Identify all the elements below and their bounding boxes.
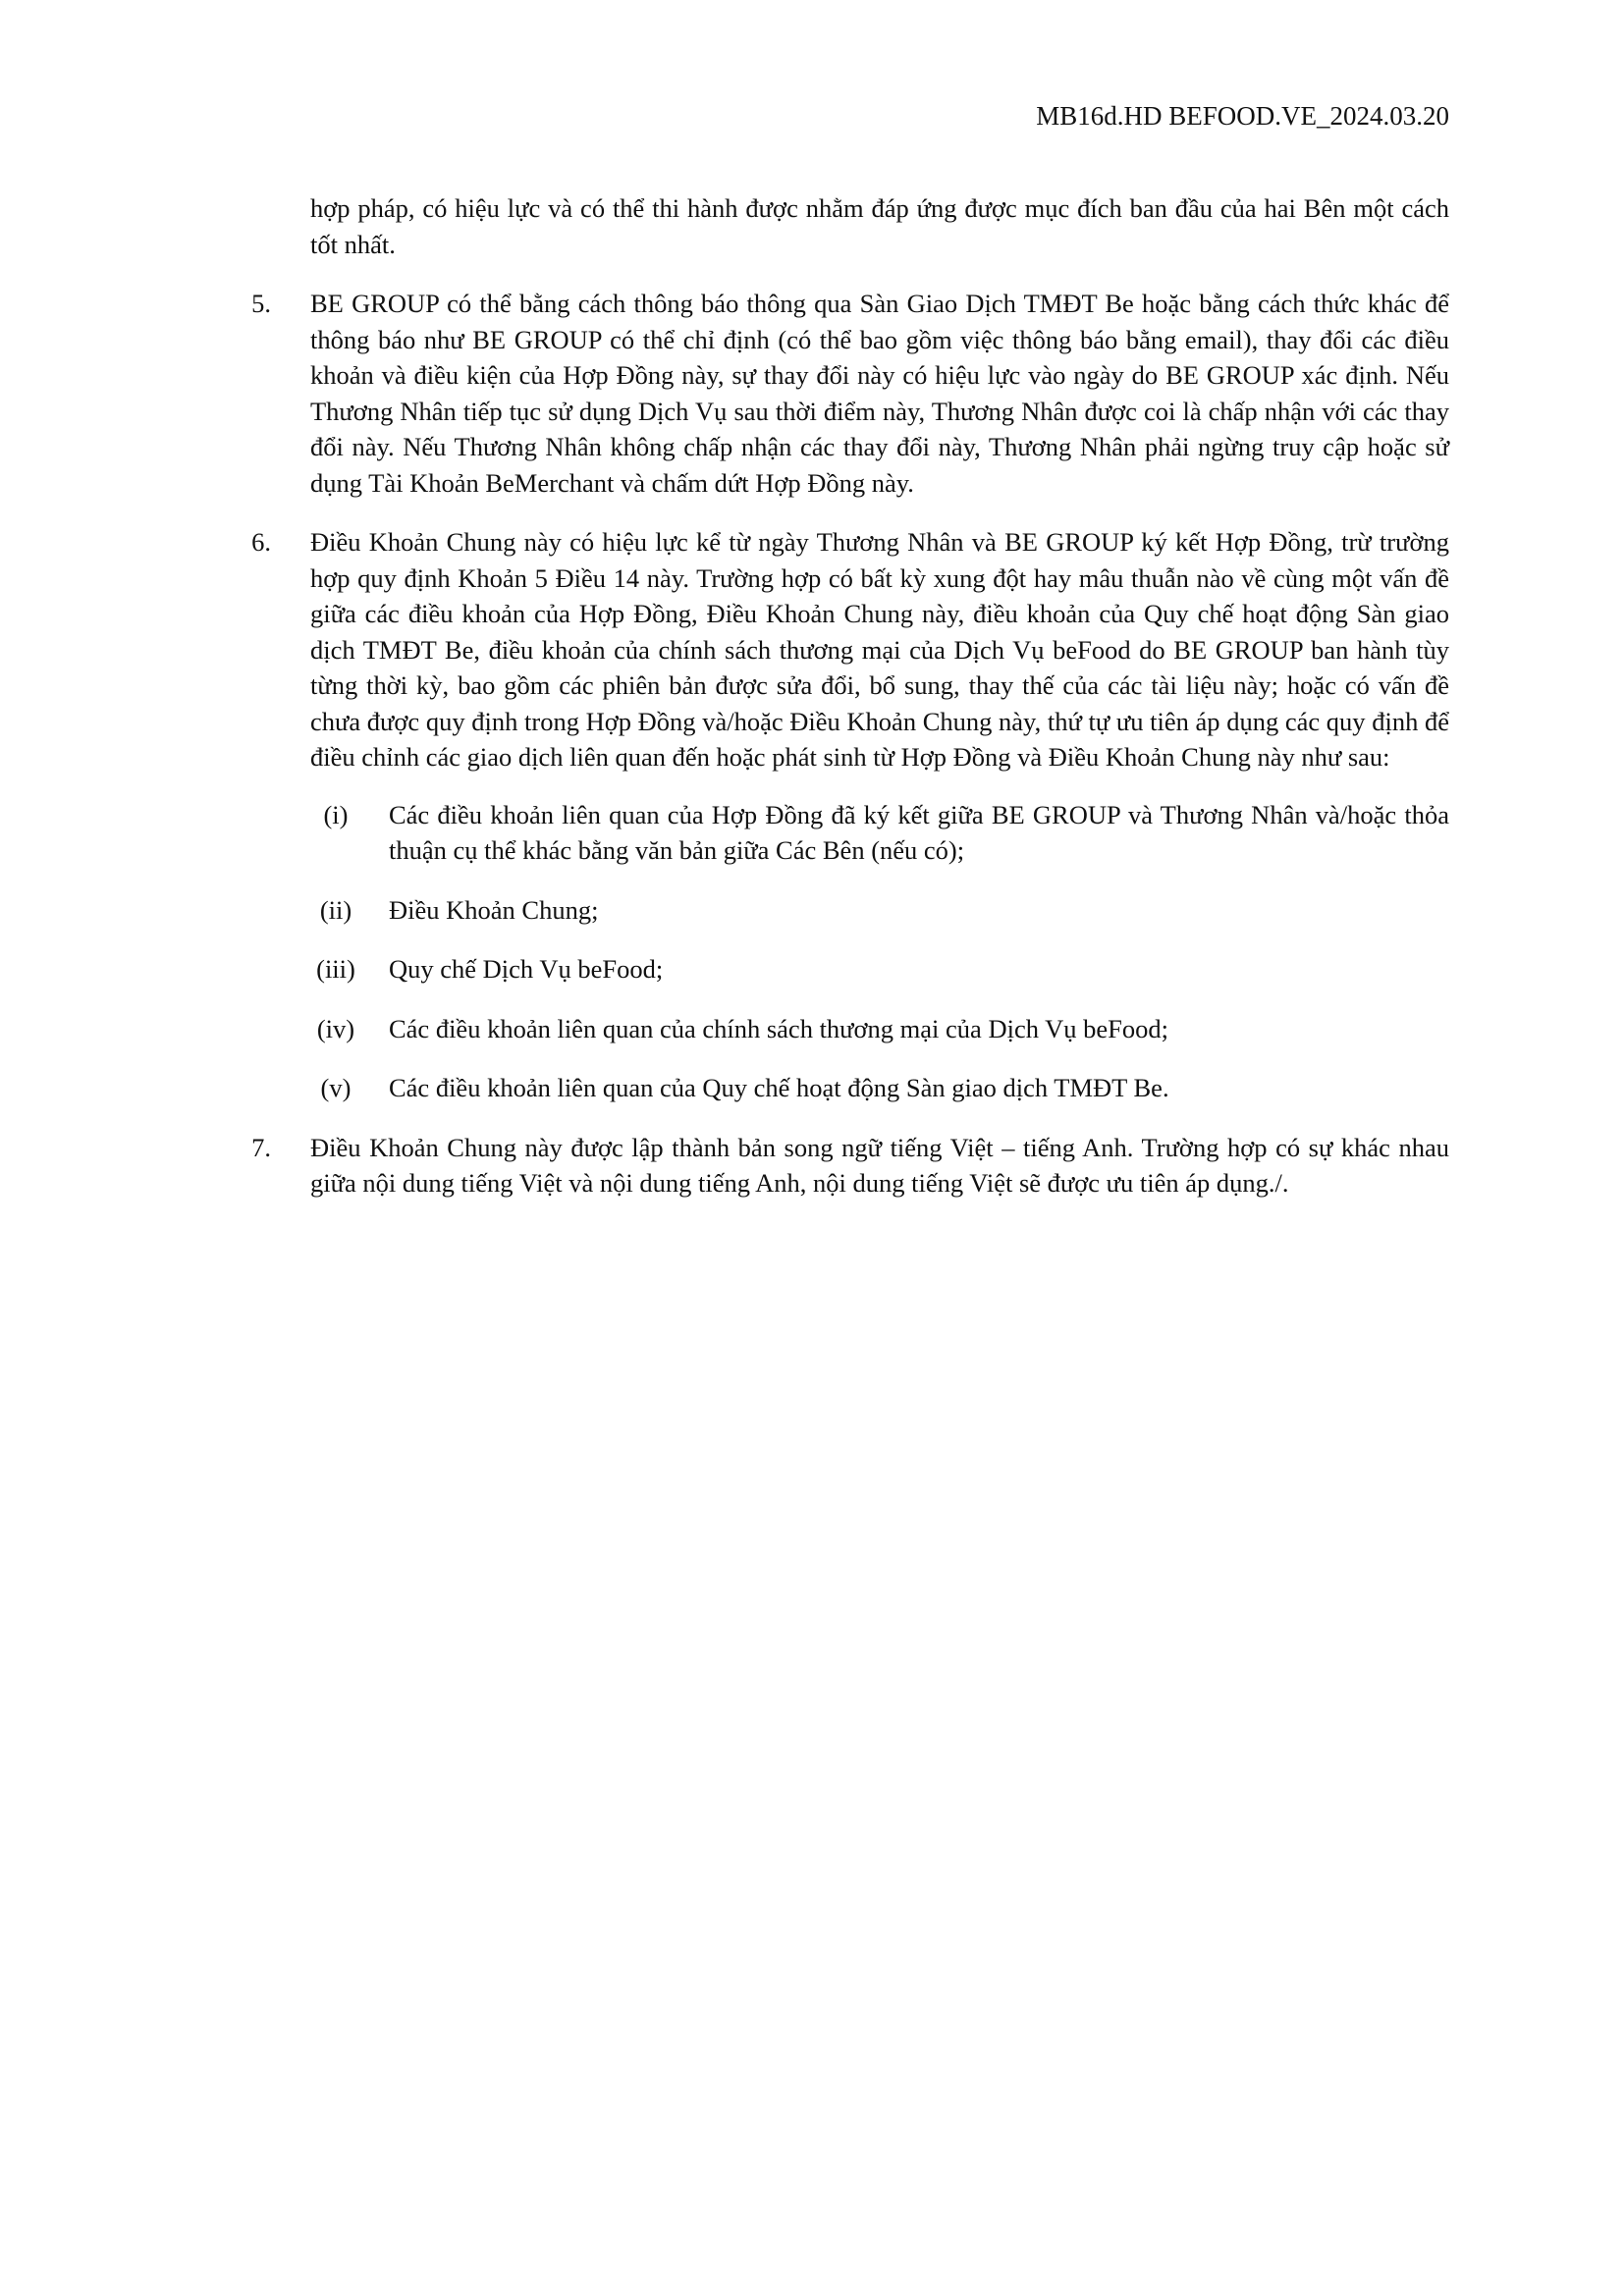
priority-text: Các điều khoản liên quan của Hợp Đồng đã ký kết giữa BE GROUP và Thương Nhân và/hoặc thỏa thuận cụ thể khác bằng văn bản giữa Các Bên (nếu có); <box>389 799 1449 865</box>
priority-item-i <box>323 797 1449 869</box>
priority-number: (ii) <box>319 894 352 925</box>
priority-text: Các điều khoản liên quan của chính sách thương mại của Dịch Vụ beFood; <box>389 1013 1168 1043</box>
priority-item-iii <box>316 951 1449 988</box>
priority-number: (iii) <box>316 954 355 984</box>
priority-list <box>310 797 1449 1106</box>
priority-number: (iv) <box>316 1013 355 1043</box>
priority-item-v <box>320 1070 1449 1106</box>
document-body <box>251 190 1449 1201</box>
priority-item-iv <box>316 1011 1449 1047</box>
priority-text: Quy chế Dịch Vụ beFood; <box>389 954 664 984</box>
document-code: MB16d.HD BEFOOD.VE_2024.03.20 <box>1036 101 1449 131</box>
clause-text: Điều Khoản Chung này được lập thành bản song ngữ tiếng Việt – tiếng Anh. Trường hợp có sự khác nhau giữa nội dung tiếng Việt và nội dung tiếng Anh, nội dung tiếng Việt sẽ được ưu tiên áp dụng./. <box>310 1132 1449 1198</box>
clause-item-6 <box>251 524 1449 1106</box>
clause-item-7 <box>251 1130 1449 1201</box>
clause-text: Điều Khoản Chung này có hiệu lực kể từ ngày Thương Nhân và BE GROUP ký kết Hợp Đồng, trừ trường hợp quy định Khoản 5 Điều 14 này. Trường hợp có bất kỳ xung đột hay mâu thuẫn nào về cùng một vấn đề giữa các điều khoản của Hợp Đồng, Điều Khoản Chung này, điều khoản của Quy chế hoạt động Sàn giao dịch TMĐT Be, điều khoản của chính sách thương mại của Dịch Vụ beFood do BE GROUP ban hành tùy từng thời kỳ, bao gồm các phiên bản được sửa đổi, bổ sung, thay thế của các tài liệu này; hoặc có vấn đề chưa được quy định trong Hợp Đồng và/hoặc Điều Khoản Chung này, thứ tự ưu tiên áp dụng các quy định để điều chỉnh các giao dịch liên quan đến hoặc phát sinh từ Hợp Đồng và Điều Khoản Chung này như sau: <box>310 527 1449 772</box>
clause-text: BE GROUP có thể bằng cách thông báo thông qua Sàn Giao Dịch TMĐT Be hoặc bằng cách thức khác để thông báo như BE GROUP có thể chỉ định (có thể bao gồm việc thông báo bằng email), thay đổi các điều khoản và điều kiện của Hợp Đồng này, sự thay đổi này có hiệu lực vào ngày do BE GROUP xác định. Nếu Thương Nhân tiếp tục sử dụng Dịch Vụ sau thời điểm này, Thương Nhân được coi là chấp nhận với các thay đổi này. Nếu Thương Nhân không chấp nhận các thay đổi này, Thương Nhân phải ngừng truy cập hoặc sử dụng Tài Khoản BeMerchant và chấm dứt Hợp Đồng này. <box>310 289 1449 498</box>
priority-text: Điều Khoản Chung; <box>389 894 599 925</box>
continuation-paragraph: hợp pháp, có hiệu lực và có thể thi hành được nhằm đáp ứng được mục đích ban đầu của hai Bên một cách tốt nhất. <box>310 193 1449 259</box>
clause-number: 6. <box>251 527 271 557</box>
clause-item-5 <box>251 286 1449 501</box>
priority-text: Các điều khoản liên quan của Quy chế hoạt động Sàn giao dịch TMĐT Be. <box>389 1073 1169 1102</box>
priority-number: (i) <box>323 799 349 829</box>
clause-number: 7. <box>251 1132 271 1162</box>
priority-number: (v) <box>320 1073 352 1102</box>
priority-item-ii <box>319 892 1449 929</box>
clause-number: 5. <box>251 289 271 318</box>
